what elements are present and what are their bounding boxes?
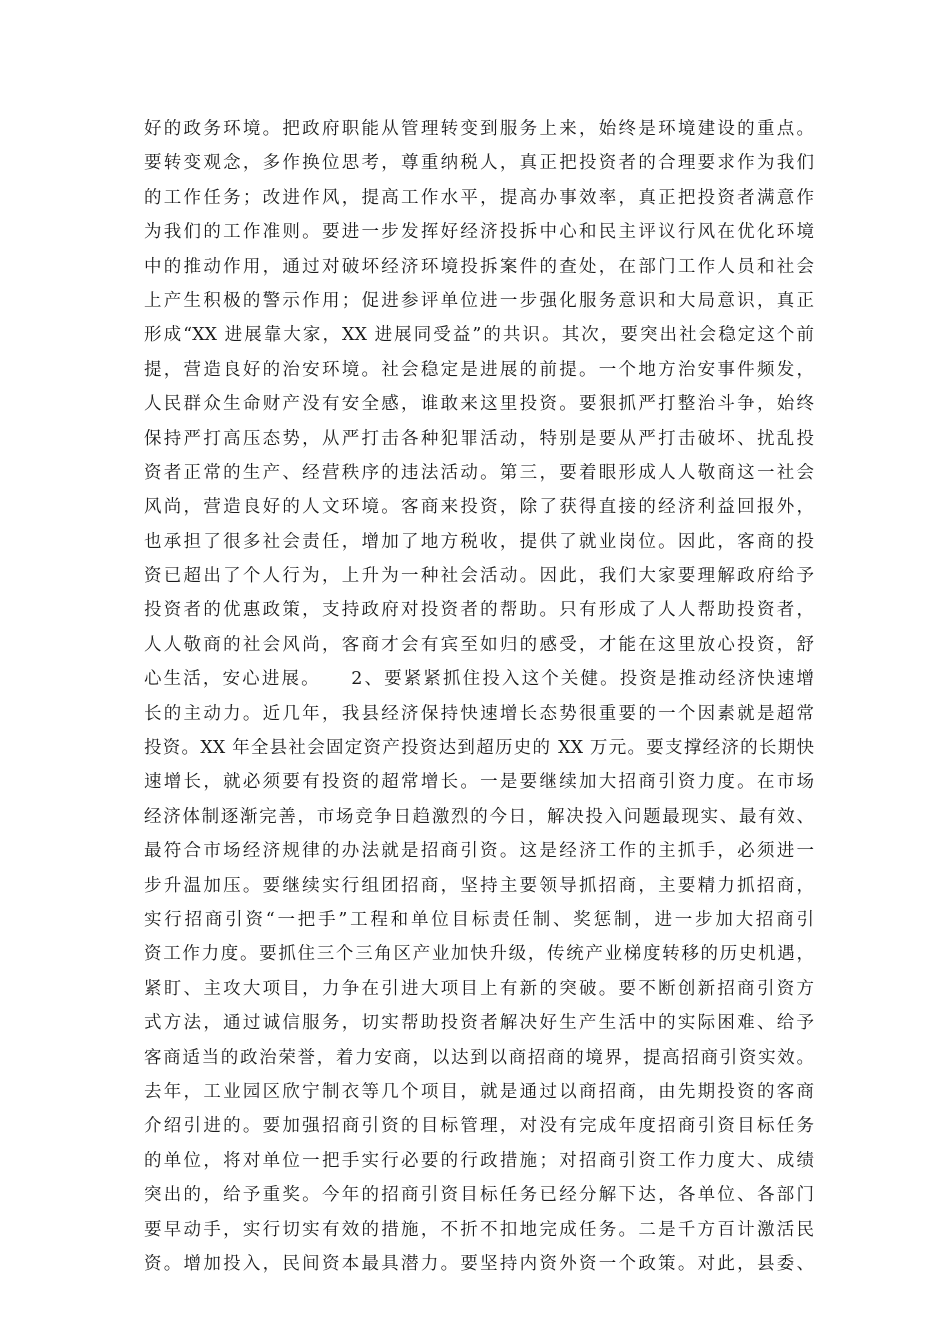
- text-line: 人人敬商的社会风尚，客商才会有宾至如归的感受，才能在这里放心投资，舒: [144, 634, 814, 655]
- text-line: 上产生积极的警示作用；促进参评单位进一步强化服务意识和大局意识，真正: [144, 290, 814, 311]
- text-line: 也承担了很多社会责任，增加了地方税收，提供了就业岗位。因此，客商的投: [144, 531, 814, 552]
- text-line: 形成“XX 进展靠大家，XX 进展同受益”的共识。其次，要突出社会稳定这个前: [144, 325, 814, 346]
- text-line: 资工作力度。要抓住三个三角区产业加快升级，传统产业梯度转移的历史机遇，: [144, 944, 814, 965]
- text-line: 提，营造良好的治安环境。社会稳定是进展的前提。一个地方治安事件频发，: [144, 359, 814, 380]
- text-line: 长的主动力。近几年，我县经济保持快速增长态势很重要的一个因素就是超常: [144, 703, 814, 724]
- text-line: 经济体制逐渐完善，市场竞争日趋激烈的今日，解决投入问题最现实、最有效、: [144, 806, 814, 827]
- text-line: 投资者的优惠政策，支持政府对投资者的帮助。只有形成了人人帮助投资者，: [144, 600, 814, 621]
- text-line: 突出的，给予重奖。今年的招商引资目标任务已经分解下达，各单位、各部门: [144, 1185, 814, 1206]
- text-line: 实行招商引资“一把手”工程和单位目标责任制、奖惩制，进一步加大招商引: [144, 909, 814, 930]
- text-line: 中的推动作用，通过对破坏经济环境投拆案件的查处，在部门工作人员和社会: [144, 256, 814, 277]
- text-line: 人民群众生命财产没有安全感，谁敢来这里投资。要狠抓严打整治斗争，始终: [144, 394, 814, 415]
- text-line: 风尚，营造良好的人文环境。客商来投资，除了获得直接的经济利益回报外，: [144, 497, 814, 518]
- text-line: 为我们的工作准则。要进一步发挥好经济投拆中心和民主评议行风在优化环境: [144, 222, 814, 243]
- text-line: 的工作任务；改进作风，提高工作水平，提高办事效率，真正把投资者满意作: [144, 187, 814, 208]
- text-line: 心生活，安心进展。 2、要紧紧抓住投入这个关健。投资是推动经济快速增: [144, 669, 814, 690]
- text-line: 要转变观念，多作换位思考，尊重纳税人，真正把投资者的合理要求作为我们: [144, 153, 814, 174]
- text-line: 资已超出了个人行为，上升为一种社会活动。因此，我们大家要理解政府给予: [144, 566, 814, 587]
- text-line: 速增长，就必须要有投资的超常增长。一是要继续加大招商引资力度。在市场: [144, 772, 814, 793]
- text-line: 好的政务环境。把政府职能从管理转变到服务上来，始终是环境建设的重点。: [144, 119, 814, 139]
- text-line: 的单位，将对单位一把手实行必要的行政措施；对招商引资工作力度大、成绩: [144, 1150, 814, 1171]
- text-line: 步升温加压。要继续实行组团招商，坚持主要领导抓招商，主要精力抓招商，: [144, 875, 814, 896]
- text-line: 客商适当的政治荣誉，着力安商，以达到以商招商的境界，提高招商引资实效。: [144, 1047, 814, 1068]
- text-line: 介绍引进的。要加强招商引资的目标管理，对没有完成年度招商引资目标任务: [144, 1116, 814, 1137]
- text-line: 资。增加投入，民间资本最具潜力。要坚持内资外资一个政策。对此，县委、: [144, 1253, 814, 1274]
- text-line: 去年，工业园区欣宁制衣等几个项目，就是通过以商招商，由先期投资的客商: [144, 1081, 814, 1102]
- text-line: 紧盯、主攻大项目，力争在引进大项目上有新的突破。要不断创新招商引资方: [144, 978, 814, 999]
- text-line: 最符合市场经济规律的办法就是招商引资。这是经济工作的主抓手，必须进一: [144, 841, 814, 862]
- text-line: 式方法，通过诚信服务，切实帮助投资者解决好生产生活中的实际困难、给予: [144, 1013, 814, 1034]
- text-line: 投资。XX 年全县社会固定资产投资达到超历史的 XX 万元。要支撑经济的长期快: [144, 738, 814, 759]
- text-line: 要早动手，实行切实有效的措施，不折不扣地完成任务。二是千方百计激活民: [144, 1219, 814, 1240]
- text-line: 保持严打高压态势，从严打击各种犯罪活动，特别是要从严打击破坏、扰乱投: [144, 428, 814, 449]
- body-text: [144, 112, 814, 1281]
- text-line: 资者正常的生产、经营秩序的违法活动。第三，要着眼形成人人敬商这一社会: [144, 462, 814, 483]
